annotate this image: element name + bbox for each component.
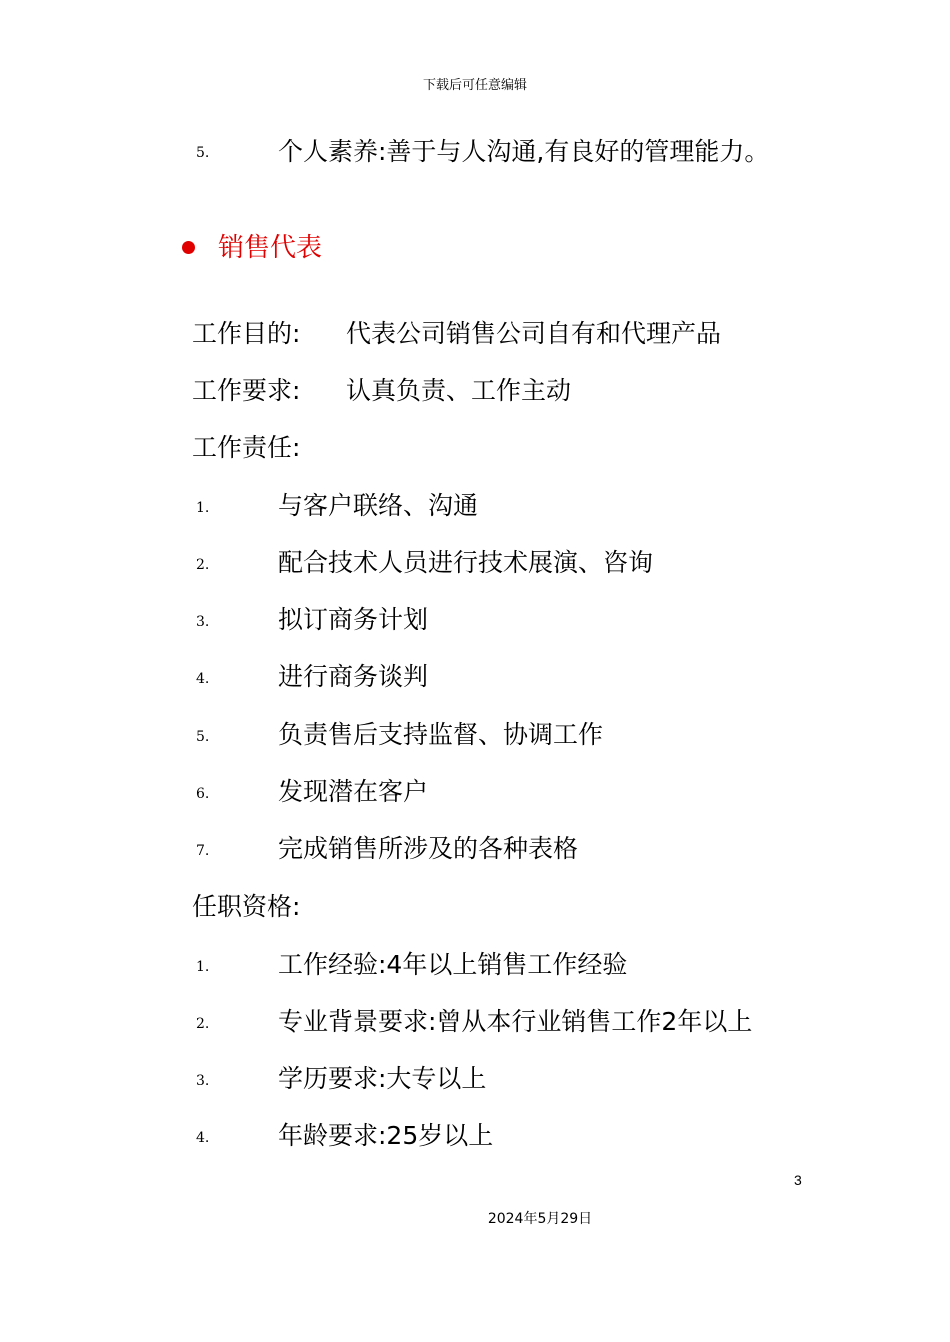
list-item-text: 负责售后支持监督、协调工作 (278, 720, 604, 749)
list-item-text: 个人素养:善于与人沟通,有良好的管理能力。 (278, 137, 770, 166)
qualifications-heading: 任职资格: (192, 892, 301, 921)
list-item-number: 2. (196, 557, 210, 573)
list-item-text: 配合技术人员进行技术展演、咨询 (278, 548, 654, 577)
list-item-number: 4. (196, 1130, 210, 1146)
list-item-text: 进行商务谈判 (278, 662, 429, 691)
list-item-number: 7. (196, 843, 210, 859)
list-item-number: 1. (196, 500, 210, 516)
list-item-number: 4. (196, 671, 210, 687)
field-label-requirement: 工作要求: (192, 376, 301, 405)
list-item-text: 完成销售所涉及的各种表格 (278, 834, 579, 863)
field-value-requirement: 认真负责、工作主动 (346, 376, 572, 405)
page-header: 下载后可任意编辑 (422, 78, 527, 93)
section-title: 销售代表 (218, 233, 323, 263)
list-item-text: 拟订商务计划 (278, 605, 429, 634)
list-item-text: 专业背景要求:曾从本行业销售工作2年以上 (278, 1007, 753, 1036)
list-item-number: 3. (196, 614, 210, 630)
list-item-text: 发现潜在客户 (278, 777, 429, 806)
list-item-number: 5. (196, 729, 210, 745)
list-item-text: 与客户联络、沟通 (278, 491, 479, 520)
list-item-text: 年龄要求:25岁以上 (278, 1121, 494, 1150)
responsibilities-heading: 工作责任: (192, 433, 301, 462)
list-item-number: 3. (196, 1073, 210, 1089)
list-item-number: 5. (196, 145, 210, 161)
bullet-icon (182, 241, 195, 254)
page-number: 3 (794, 1172, 802, 1188)
list-item-number: 1. (196, 959, 210, 975)
list-item-number: 6. (196, 786, 210, 802)
list-item-text: 学历要求:大专以上 (278, 1064, 487, 1093)
field-value-purpose: 代表公司销售公司自有和代理产品 (346, 319, 722, 348)
list-item-number: 2. (196, 1016, 210, 1032)
field-label-purpose: 工作目的: (192, 319, 301, 348)
list-item-text: 工作经验:4年以上销售工作经验 (278, 950, 628, 979)
footer-date: 2024年5月29日 (487, 1211, 593, 1227)
